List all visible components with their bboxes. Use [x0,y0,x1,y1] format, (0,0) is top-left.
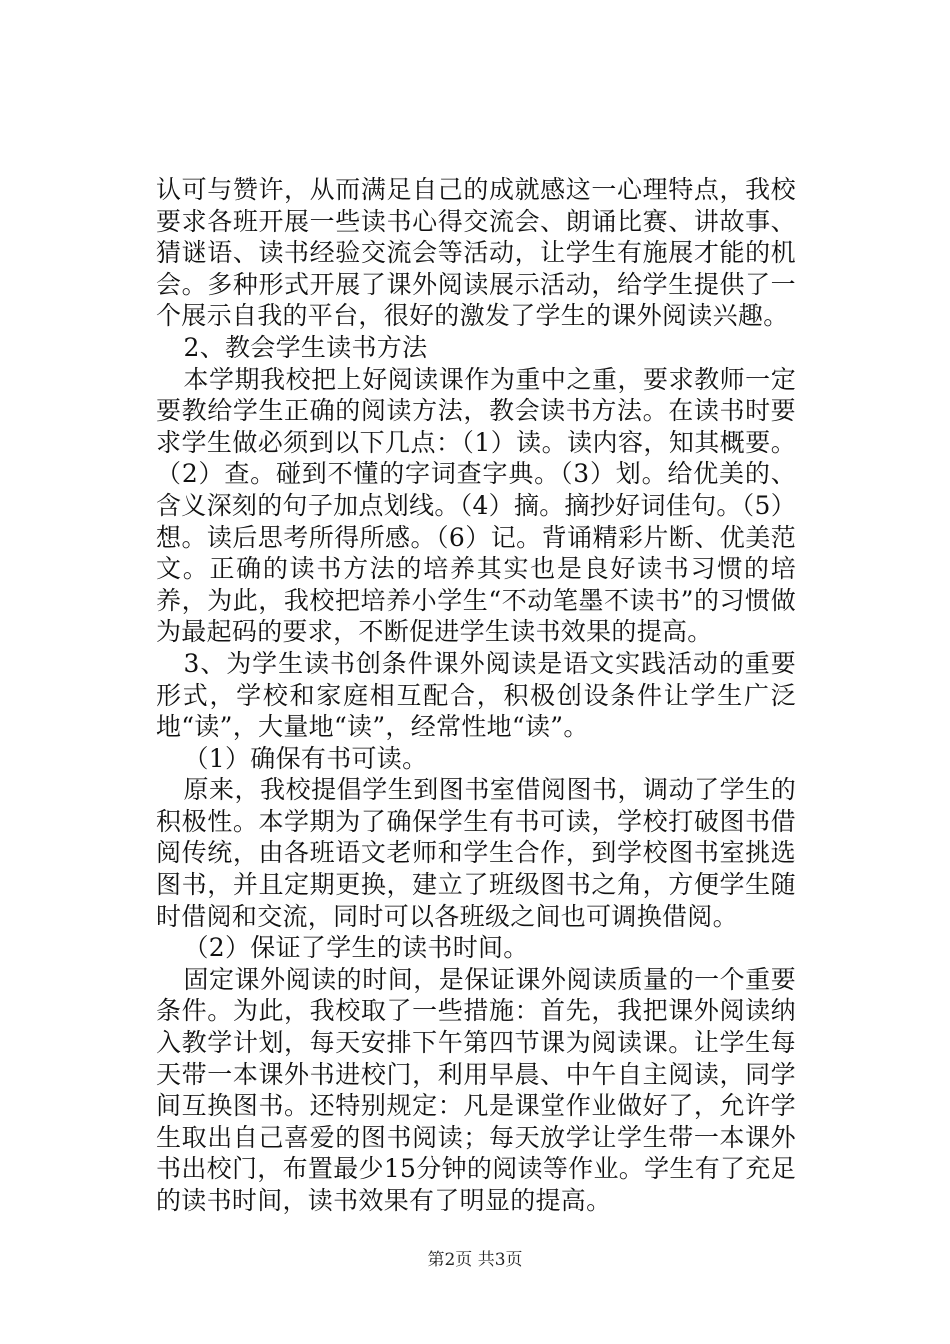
subheading-books-available: （1）确保有书可读。 [183,743,428,773]
heading-reading-methods: 2、教会学生读书方法 [183,332,428,362]
paragraph-books-available: 原来，我校提倡学生到图书室借阅图书，调动了学生的积极性。本学期为了确保学生有书可读，学校打破图书借阅传统，由各班语文老师和学生合作，到学校图书室挑选图书，并且定期更换，建立了班级图书之角，方便学生随时借阅和交流，同时可以各班级之间也可调换借阅。 [156,775,796,931]
document-body [156,174,796,1217]
heading-reading-conditions: 3、为学生读书创条件课外阅读是语文实践活动的重要形式，学校和家庭相互配合，积极创设条件让学生广泛地“读”，大量地“读”，经常性地“读”。 [156,648,796,742]
page-number-footer: 第2页 共3页 [427,1250,523,1270]
paragraph-reading-methods: 本学期我校把上好阅读课作为重中之重，要求教师一定要教给学生正确的阅读方法，教会读书方法。在读书时要求学生做必须到以下几点：（1）读。读内容，知其概要。（2）查。碰到不懂的字词查字典。（3）划。给优美的、含义深刻的句子加点划线。（4）摘。摘抄好词佳句。（5）想。读后思考所得所感。（6）记。背诵精彩片断、优美范文。正确的读书方法的培养其实也是良好读书习惯的培养，为此，我校把培养小学生“不动笔墨不读书”的习惯做为最起码的要求，不断促进学生读书效果的提高。 [156,364,796,647]
subheading-reading-time: （2）保证了学生的读书时间。 [183,933,529,963]
paragraph-reading-time: 固定课外阅读的时间，是保证课外阅读质量的一个重要条件。为此，我校取了一些措施：首先，我把课外阅读纳入教学计划，每天安排下午第四节课为阅读课。让学生每天带一本课外书进校门，利用早晨、中午自主阅读，同学间互换图书。还特别规定：凡是课堂作业做好了，允许学生取出自己喜爱的图书阅读；每天放学让学生带一本课外书出校门，布置最少15分钟的阅读等作业。学生有了充足的读书时间，读书效果有了明显的提高。 [156,964,796,1215]
paragraph-achievement: 认可与赞许，从而满足自己的成就感这一心理特点，我校要求各班开展一些读书心得交流会、朗诵比赛、讲故事、猜谜语、读书经验交流会等活动，让学生有施展才能的机会。多种形式开展了课外阅读展示活动，给学生提供了一个展示自我的平台，很好的激发了学生的课外阅读兴趣。 [156,175,796,331]
